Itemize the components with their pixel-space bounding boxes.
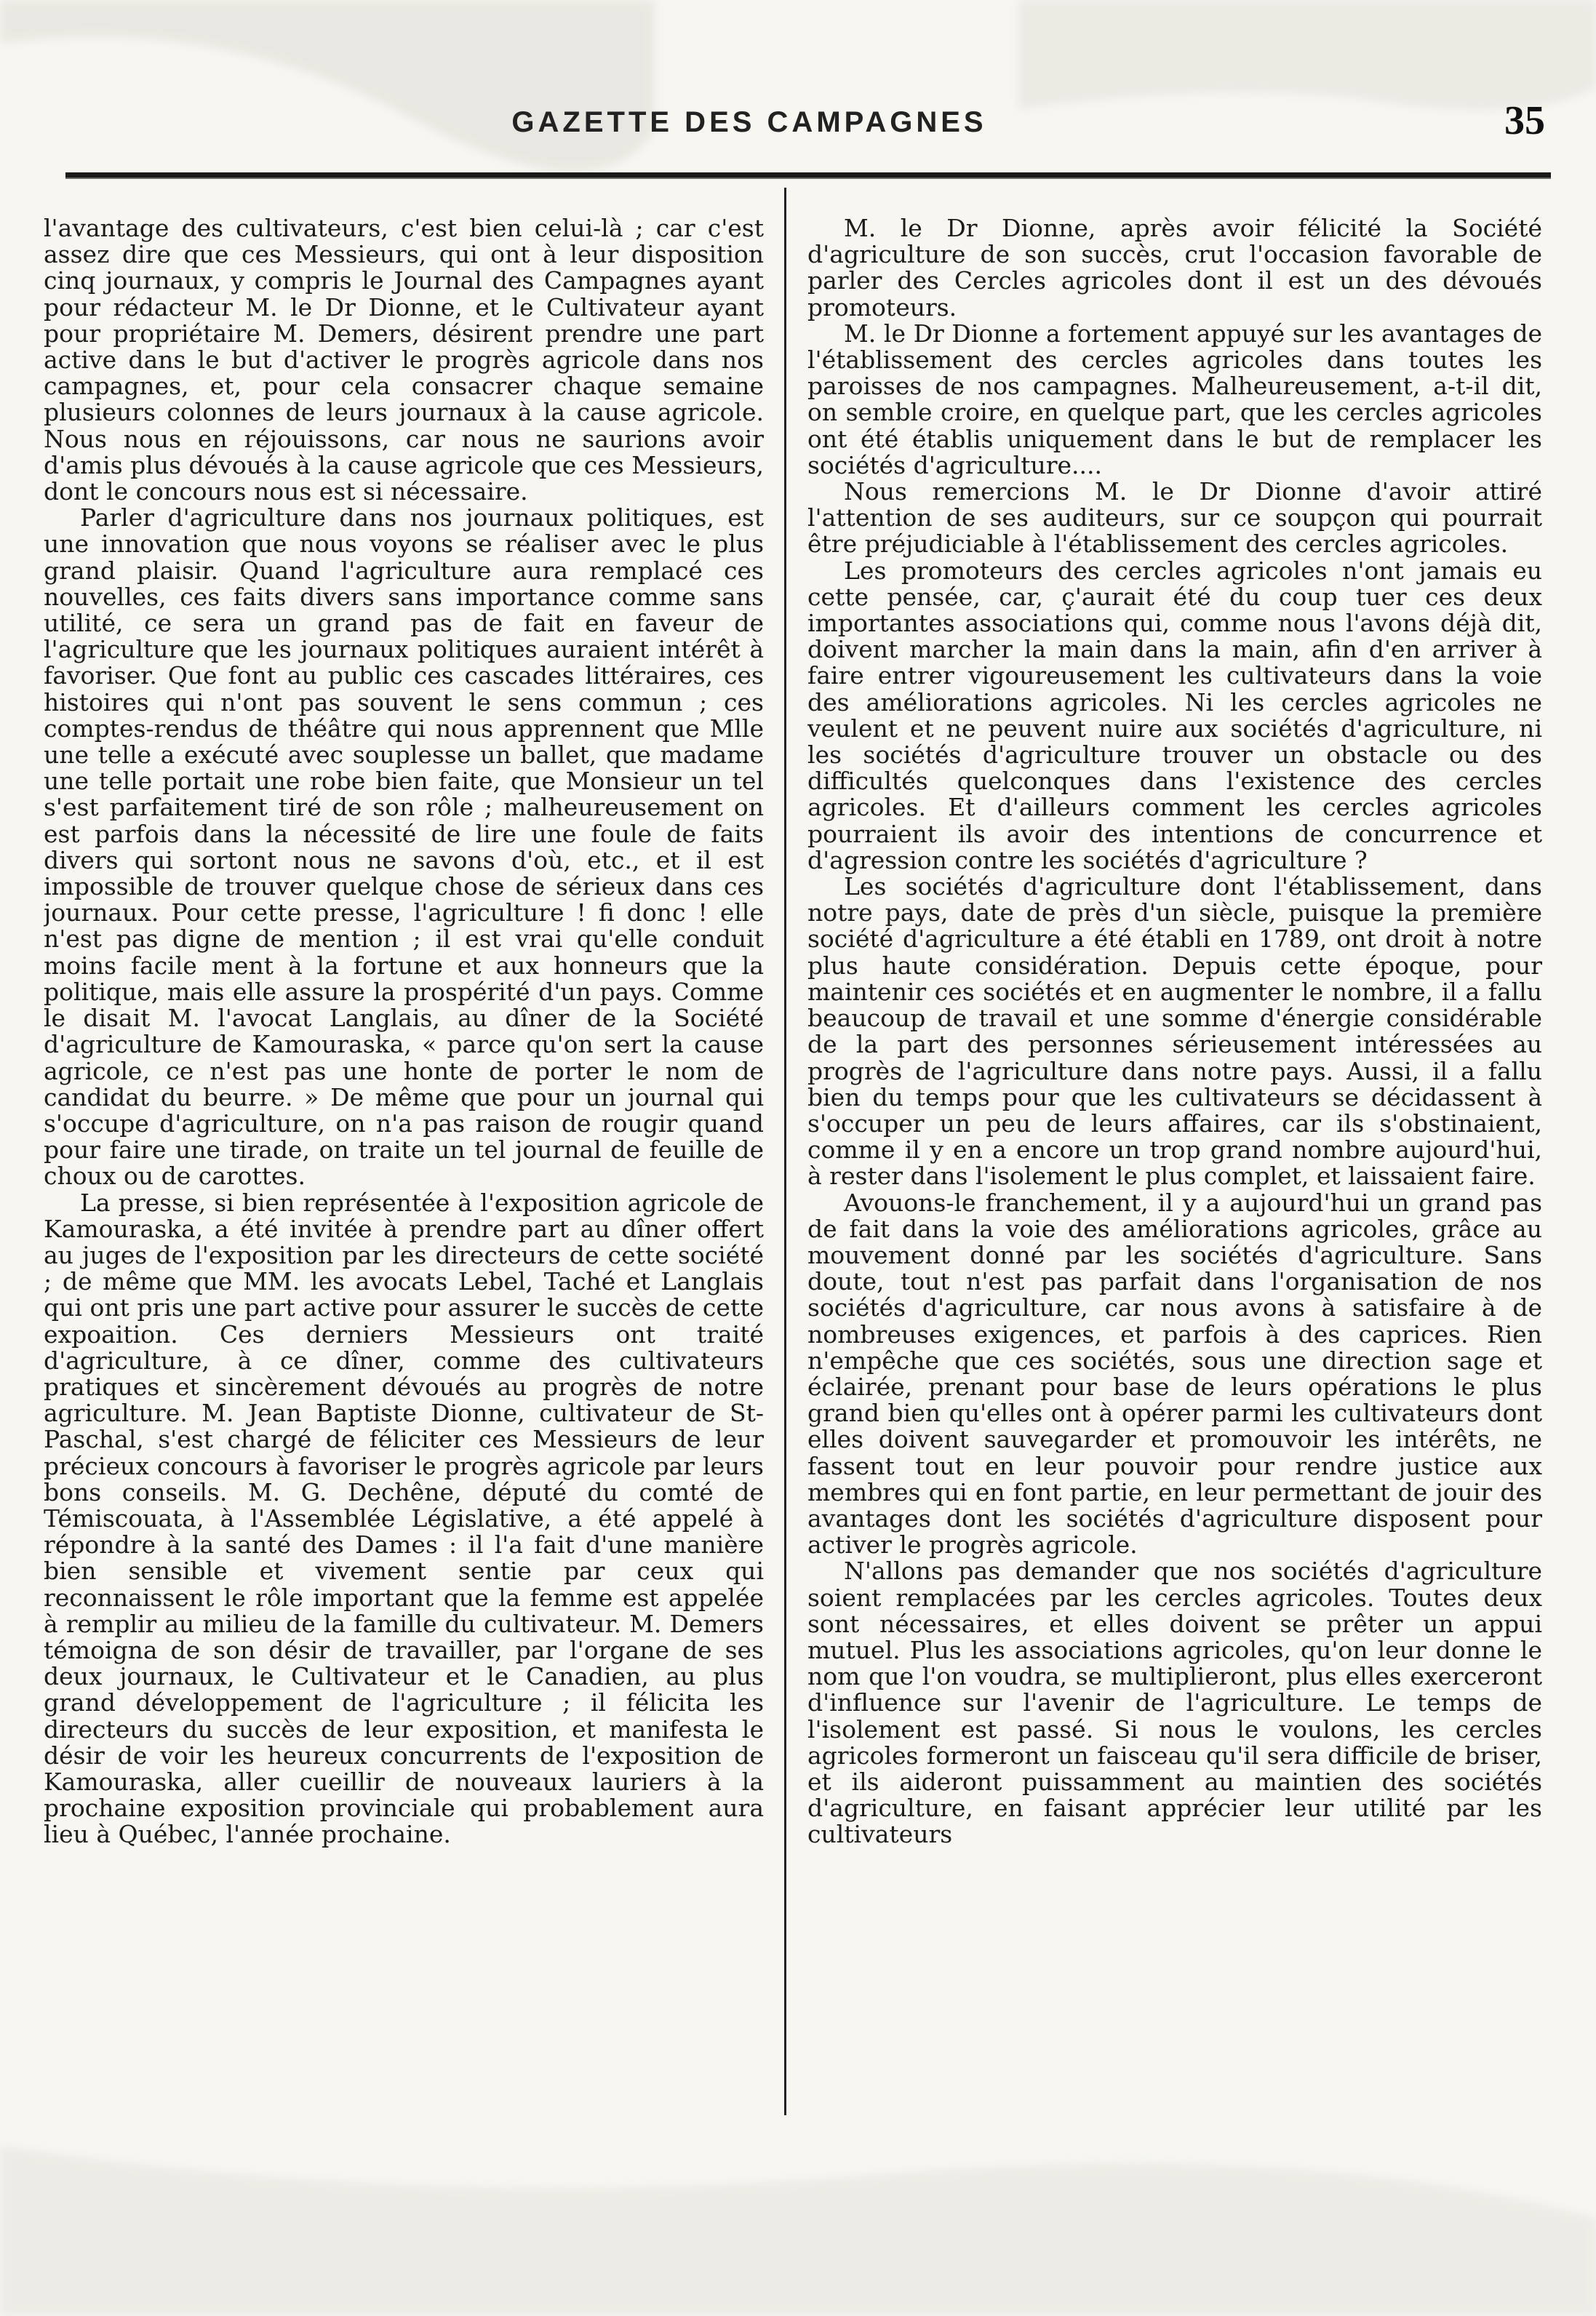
left-paragraph-2: Parler d'agriculture dans nos journaux politiques, est une innovation que nous voyons se réaliser avec le plus grand plaisir. Quand l'agriculture aura remplacé ces nouvelles, ces faits divers sans importance comme sans utilité, ce sera un grand pas de fait en faveur de l'agriculture que les journaux politiques auraient intérêt à favoriser. Que font au public ces cascades littéraires, ces histoires qui n'ont pas souvent le sens commun ; ces comptes-rendus de théâtre qui nous apprennent que Mlle une telle a exécuté avec souplesse un ballet, que madame une telle portait une robe bien faite, que Monsieur un tel s'est parfaitement tiré de son rôle ; malheureusement on est parfois dans la nécessité de lire une foule de faits divers qui sortont nous ne savons d'où, etc., et il est impossible de trouver quelque chose de sérieux dans ces journaux. Pour cette presse, l'agriculture ! fi donc ! elle n'est pas digne de mention ; il est vrai qu'elle conduit moins facile ment à la fortune et aux honneurs que la politique, mais elle assure la prospérité d'un pays. Comme le disait M. l'avocat Langlais, au dîner de la Société d'agriculture de Kamouraska, « parce qu'on sert la cause agricole, ce n'est pas une honte de porter le nom de candidat du beurre. » De même que pour un journal qui s'occupe d'agriculture, on n'a pas raison de rougir quand pour faire une tirade, on traite un tel journal de feuille de choux ou de carottes. bbox=[44, 503, 764, 1191]
page-header bbox=[65, 95, 1551, 153]
right-column bbox=[807, 215, 1542, 2121]
right-paragraph-2: M. le Dr Dionne a fortement appuyé sur les avantages de l'établissement des cercles agricoles dans toutes les paroisses de nos campagnes. Malheureusement, a-t-il dit, on semble croire, en quelque part, que les cercles agricoles ont été établis uniquement dans le but de remplacer les sociétés d'agriculture.... bbox=[807, 319, 1542, 479]
right-paragraph-5: Les sociétés d'agriculture dont l'établissement, dans notre pays, date de près d'un siècle, puisque la première société d'agriculture a été établi en 1789, ont droit à notre plus haute considération. Depuis cette époque, pour maintenir ces sociétés et en augmenter le nombre, il a fallu beaucoup de travail et une somme d'énergie considérable de la part des personnes sérieusement intéressées au progrès de l'agriculture dans notre pays. Aussi, il a fallu bien du temps pour que les cultivateurs se décidassent à s'occuper un peu de leurs affaires, car ils s'obstinaient, comme il y en a encore un trop grand nombre aujourd'hui, à rester dans l'isolement le plus complet, et laissaient faire. bbox=[807, 872, 1542, 1191]
newspaper-title: GAZETTE DES CAMPAGNES bbox=[511, 106, 987, 138]
right-paragraph-3: Nous remercions M. le Dr Dionne d'avoir attiré l'attention de ses auditeurs, sur ce soupçon qui pourrait être préjudiciable à l'établissement des cercles agricoles. bbox=[807, 477, 1542, 559]
left-column bbox=[44, 215, 764, 2121]
header-rule bbox=[65, 172, 1551, 179]
left-paragraph-3: La presse, si bien représentée à l'exposition agricole de Kamouraska, a été invitée à prendre part au dîner offert au juges de l'exposition par les directeurs de cette société ; de même que MM. les avocats Lebel, Taché et Langlais qui ont pris une part active pour assurer le succès de cette expoaition. Ces derniers Messieurs ont traité d'agriculture, à ce dîner, comme des cultivateurs pratiques et sincèrement dévoués au progrès de notre agriculture. M. Jean Baptiste Dionne, cultivateur de St-Paschal, s'est chargé de féliciter ces Messieurs de leur précieux concours à favoriser le progrès agricole par leurs bons conseils. M. G. Dechêne, député du comté de Témiscouata, à l'Assemblée Législative, a été appelé à répondre à la santé des Dames : il l'a fait d'une manière bien sensible et vivement sentie par ceux qui reconnaissent le rôle important que la femme est appelée à remplir au milieu de la famille du cultivateur. M. Demers témoigna de son désir de travailler, par l'organe de ses deux journaux, le Cultivateur et le Canadien, au plus grand développement de l'agriculture ; il félicita les directeurs du succès de leur exposition, et manifesta le désir de voir les heureux concurrents de l'exposition de Kamouraska, aller cueillir de nouveaux lauriers à la prochaine exposition provinciale qui probablement aura lieu à Québec, l'année prochaine. bbox=[44, 1188, 764, 1849]
page-number: 35 bbox=[1504, 98, 1545, 143]
right-paragraph-6: Avouons-le franchement, il y a aujourd'hui un grand pas de fait dans la voie des améliorations agricoles, grâce au mouvement donné par les sociétés d'agriculture. Sans doute, tout n'est pas parfait dans l'organisation de nos sociétés d'agriculture, car nous avons à satisfaire à de nombreuses exigences, et parfois à des caprices. Rien n'empêche que ces sociétés, sous une direction sage et éclairée, prenant pour base de leurs opérations le plus grand bien qu'elles ont à opérer parmi les cultivateurs dont elles doivent sauvegarder et promouvoir les intérêts, ne fassent tout en leur pouvoir pour rendre justice aux membres qui en font partie, en leur permettant de jouir des avantages dont les sociétés d'agriculture disposent pour activer le progrès agricole. bbox=[807, 1188, 1542, 1560]
column-divider bbox=[784, 188, 786, 2115]
right-paragraph-7: N'allons pas demander que nos sociétés d'agriculture soient remplacées par les cercles agricoles. Toutes deux sont nécessaires, et elles doivent se prêter un appui mutuel. Plus les associations agricoles, qu'on leur donne le nom que l'on voudra, se multiplieront, plus elles exerceront d'influence sur l'avenir de l'agriculture. Le temps de l'isolement est passé. Si nous le voulons, les cercles agricoles formeront un faisceau qu'il sera difficile de briser, et ils aideront puissamment au maintien des sociétés d'agriculture, en faisant apprécier leur utilité par les cultivateurs bbox=[807, 1557, 1542, 1849]
right-paragraph-1: M. le Dr Dionne, après avoir félicité la Société d'agriculture de son succès, crut l'occasion favorable de parler des Cercles agricoles dont il est un des dévoués promoteurs. bbox=[807, 215, 1542, 322]
left-paragraph-1: l'avantage des cultivateurs, c'est bien celui-là ; car c'est assez dire que ces Messieurs, qui ont à leur disposition cinq journaux, y compris le Journal des Campagnes ayant pour rédacteur M. le Dr Dionne, et le Cultivateur ayant pour propriétaire M. Demers, désirent prendre une part active dans le but d'activer le progrès agricole dans nos campagnes, et, pour cela consacrer chaque semaine plusieurs colonnes de leurs journaux à la cause agricole. Nous nous en réjouissons, car nous ne saurions avoir d'amis plus dévoués à la cause agricole que ces Messieurs, dont le concours nous est si nécessaire. bbox=[44, 215, 764, 506]
right-paragraph-4: Les promoteurs des cercles agricoles n'ont jamais eu cette pensée, car, ç'aurait été du coup tuer ces deux importantes associations qui, comme nous l'avons déjà dit, doivent marcher la main dans la main, afin d'en arriver à faire entrer vigoureusement les cultivateurs dans la voie des améliorations agricoles. Ni les cercles agricoles ne veulent et ne peuvent nuire aux sociétés d'agriculture, ni les sociétés d'agriculture trouver un obstacle ou des difficultés quelconques dans l'existence des cercles agricoles. Et d'ailleurs comment les cercles agricoles pourraient ils avoir des intentions de concurrence et d'agression contre les sociétés d'agriculture ? bbox=[807, 556, 1542, 874]
